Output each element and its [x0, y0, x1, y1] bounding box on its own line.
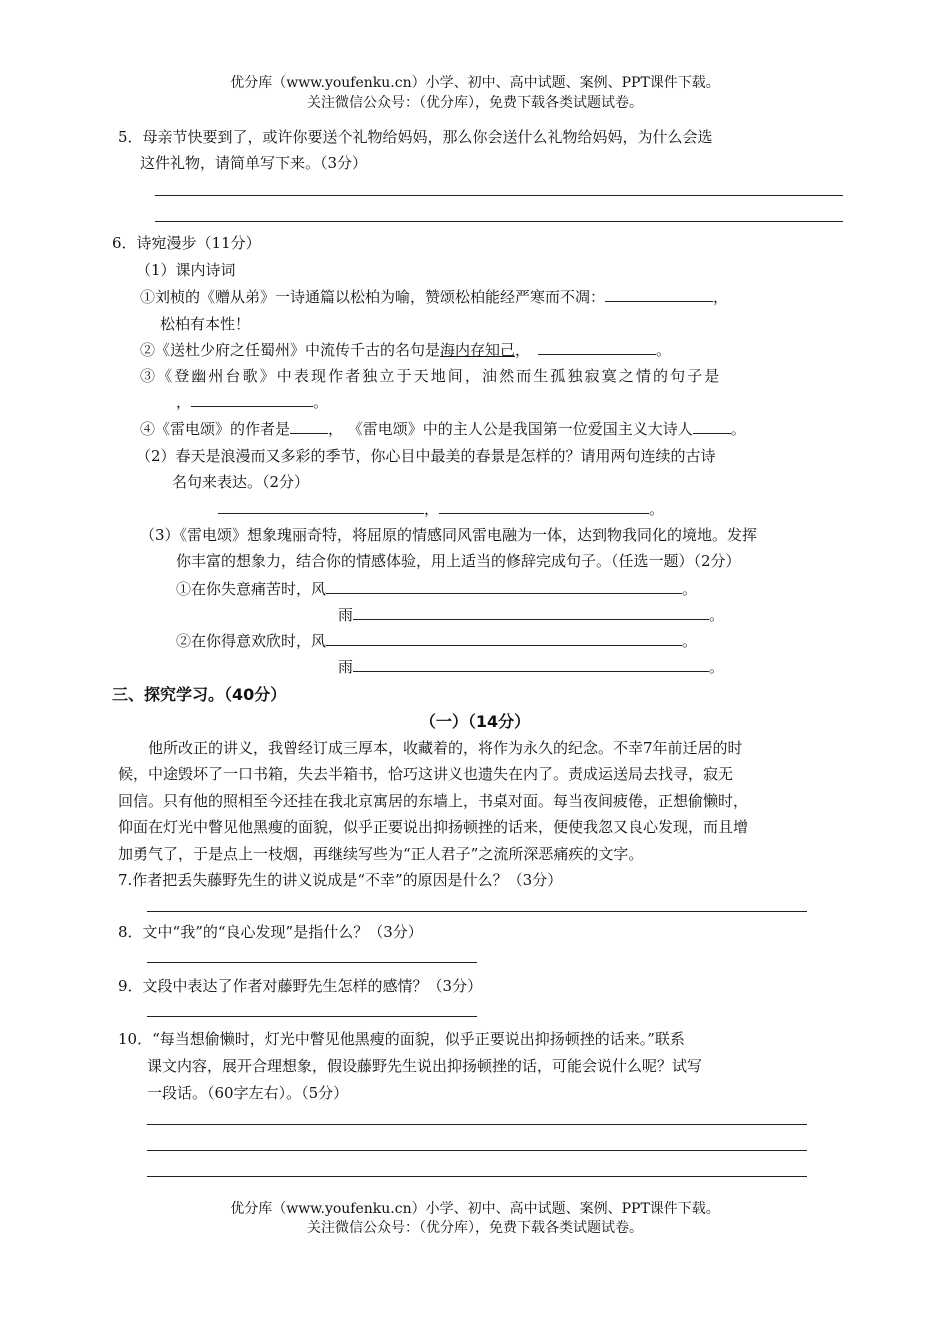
poem-item-1-text: ①刘桢的《赠从弟》一诗通篇以松柏为喻，赞颂松柏能经严寒而不凋： — [140, 288, 606, 306]
question-6-sub3-line2: 你丰富的想象力，结合你的情感体验，用上适当的修辞完成句子。（任选一题）（2分） — [176, 552, 741, 570]
option-2-text: ②在你得意欢欣时，风 — [176, 632, 327, 650]
question-10-line3: 一段话。（60字左右）。（5分） — [147, 1084, 349, 1102]
question-10-line1: 10．“每当想偷懒时，灯光中瞥见他黑瘦的面貌，似乎正要说出抑扬顿挫的话来。”联系 — [118, 1030, 685, 1048]
punct: ， — [424, 500, 440, 518]
poem-item-2-answer: 海内存知己 — [440, 341, 516, 359]
rain-label: 雨 — [338, 606, 354, 624]
blank-field[interactable] — [326, 630, 682, 646]
poem-item-3-line2 — [176, 391, 328, 412]
question-6-sub2-line2: 名句来表达。（2分） — [172, 473, 310, 491]
blank-field[interactable] — [538, 339, 656, 355]
question-5-line1: 5．母亲节快要到了，或许你要送个礼物给妈妈，那么你会送什么礼物给妈妈，为什么会选 — [118, 128, 713, 146]
answer-line[interactable] — [147, 962, 477, 963]
question-6-sub2-answer — [218, 498, 664, 519]
blank-field[interactable] — [326, 578, 682, 594]
question-6-title: 6．诗宛漫步（11分） — [112, 234, 261, 252]
poem-item-4 — [140, 418, 746, 439]
poem-item-1-line1 — [140, 286, 728, 307]
passage-line: 回信。只有他的照相至今还挂在我北京寓居的东墙上，书桌对面。每当夜间疲倦，正想偷懒时， — [118, 792, 749, 810]
blank-field[interactable] — [605, 286, 713, 302]
poem-item-4-text: ④《雷电颂》的作者是 — [140, 420, 291, 438]
punct: 。 — [682, 580, 698, 598]
punct: 。 — [656, 341, 672, 359]
poem-item-1-line2: 松柏有本性！ — [160, 315, 251, 333]
page-header-line2: 关注微信公众号：（优分库），免费下载各类试题试卷。 — [307, 95, 643, 111]
blank-field[interactable] — [439, 498, 649, 514]
answer-line[interactable] — [147, 1150, 807, 1151]
punct: 。 — [709, 606, 725, 624]
answer-line[interactable] — [147, 1124, 807, 1125]
question-5-line2: 这件礼物，请简单写下来。（3分） — [140, 154, 368, 172]
page-footer-line2: 关注微信公众号：（优分库），免费下载各类试题试卷。 — [307, 1220, 643, 1236]
question-10-line2: 课文内容，展开合理想象，假设藤野先生说出抑扬顿挫的话，可能会说什么呢？试写 — [147, 1057, 703, 1075]
question-6-sub1: （1）课内诗词 — [136, 261, 236, 279]
rain-label: 雨 — [338, 658, 354, 676]
poem-item-4-text2: ， 《雷电颂》中的主人公是我国第一位爱国主义大诗人 — [328, 420, 693, 438]
poem-item-3-line1: ③《登幽州台歌》中表现作者独立于天地间，油然而生孤独寂寞之情的句子是 — [140, 367, 722, 385]
blank-field[interactable] — [191, 391, 313, 407]
option-2-wind — [176, 630, 697, 651]
answer-line[interactable] — [155, 221, 843, 222]
answer-line[interactable] — [147, 911, 807, 912]
question-7: 7.作者把丢失藤野先生的讲义说成是“不幸”的原因是什么？（3分） — [118, 871, 563, 889]
option-2-rain — [338, 656, 724, 677]
passage-line: 他所改正的讲义，我曾经订成三厚本，收藏着的，将作为永久的纪念。不幸7年前迁居的时 — [148, 739, 743, 757]
punct: ， — [515, 341, 531, 359]
answer-line[interactable] — [155, 195, 843, 196]
blank-field[interactable] — [353, 604, 709, 620]
question-8: 8．文中“我”的“良心发现”是指什么？（3分） — [118, 923, 423, 941]
option-1-text: ①在你失意痛苦时，风 — [176, 580, 327, 598]
passage-line: 候，中途毁坏了一口书箱，失去半箱书，恰巧这讲义也遗失在内了。责成运送局去找寻，寂无 — [118, 765, 734, 783]
punct: 。 — [709, 658, 725, 676]
section-3-part-1: （一）（14分） — [419, 712, 531, 731]
answer-line[interactable] — [147, 1016, 477, 1017]
question-6-sub2-line1: （2）春天是浪漫而又多彩的季节，你心目中最美的春景是怎样的？请用两句连续的古诗 — [136, 447, 716, 465]
punct: 。 — [730, 420, 746, 438]
answer-line[interactable] — [147, 1176, 807, 1177]
option-1-rain — [338, 604, 724, 625]
passage-line: 加勇气了，于是点上一枝烟，再继续写些为“正人君子”之流所深恶痛疾的文字。 — [118, 845, 644, 863]
punct: 。 — [682, 632, 698, 650]
blank-field[interactable] — [218, 498, 424, 514]
blank-field[interactable] — [290, 418, 328, 434]
page-header-line1: 优分库（www.youfenku.cn）小学、初中、高中试题、案例、PPT课件下载。 — [230, 75, 720, 91]
blank-field[interactable] — [353, 656, 709, 672]
punct: 。 — [649, 500, 665, 518]
page-footer-line1: 优分库（www.youfenku.cn）小学、初中、高中试题、案例、PPT课件下载。 — [230, 1201, 720, 1217]
passage-line: 仰面在灯光中瞥见他黑瘦的面貌，似乎正要说出抑扬顿挫的话来，便使我忽又良心发现，而且增 — [118, 818, 749, 836]
question-6-sub3-line1: （3）《雷电颂》想象瑰丽奇特，将屈原的情感同风雷电融为一体，达到物我同化的境地。发挥 — [140, 526, 758, 544]
poem-item-2 — [140, 339, 671, 360]
poem-item-2-text: ②《送杜少府之任蜀州》中流传千古的名句是 — [140, 341, 441, 359]
punct: 。 — [313, 393, 329, 411]
question-9: 9．文段中表达了作者对藤野先生怎样的感情？（3分） — [118, 977, 483, 995]
punct: ， — [176, 393, 192, 411]
blank-field[interactable] — [693, 418, 731, 434]
section-3-title: 三、探究学习。（40分） — [112, 685, 287, 704]
punct: ， — [713, 288, 729, 306]
option-1-wind — [176, 578, 697, 599]
